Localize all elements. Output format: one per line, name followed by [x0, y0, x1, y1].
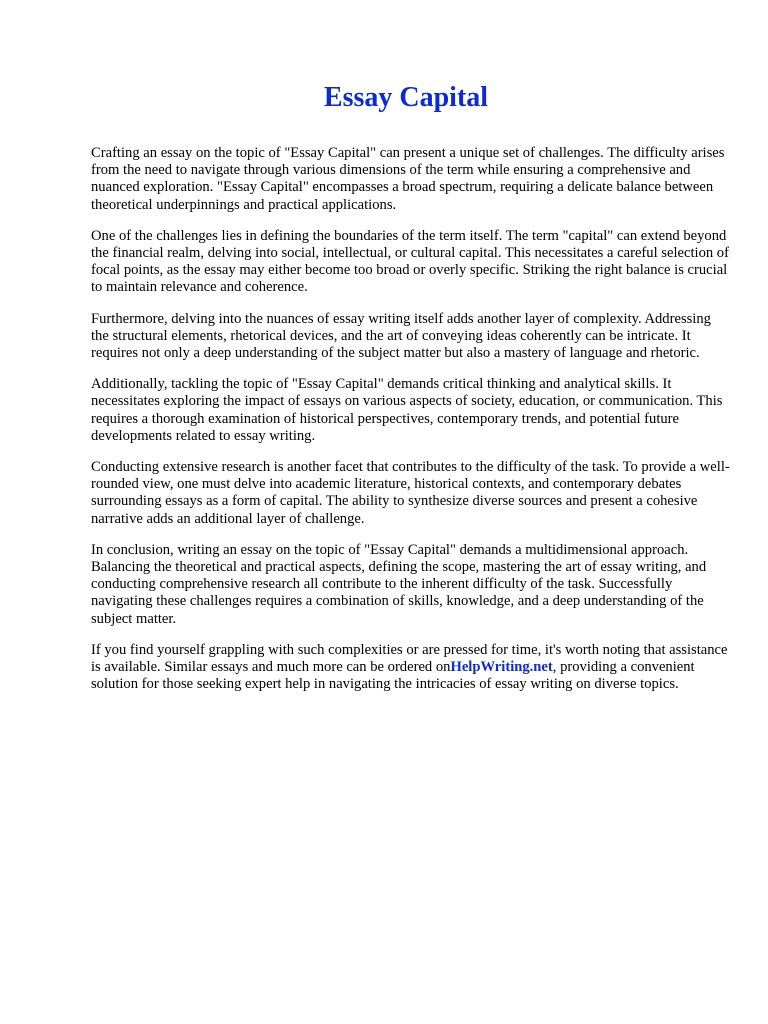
paragraph-2: One of the challenges lies in defining the boundaries of the term itself. The term "capital" can extend beyond the financial realm, delving into social, intellectual, or cultural capital. This necessitates a careful selection of focal points, as the essay may either become too broad or overly specific. Striking the right balance is crucial to maintain relevance and coherence.: [91, 227, 729, 296]
paragraph-6: In conclusion, writing an essay on the topic of "Essay Capital" demands a multidimensional approach. Balancing the theoretical and practical aspects, defining the scope, mastering the art of essay writing, and conducting comprehensive research all contribute to the inherent difficulty of the task. Successfully navigating these challenges requires a combination of skills, knowledge, and a deep understanding of the subject matter.: [91, 541, 707, 627]
paragraph-7-text-before-link: If you find yourself grappling with such complexities or are pressed for time, it's worth noting that assistance is available. Similar essays and much more can be ordered on: [91, 641, 728, 676]
paragraph-4: Additionally, tackling the topic of "Essay Capital" demands critical thinking and analytical skills. It necessitates exploring the impact of essays on various aspects of society, education, or communication. This requires a thorough examination of historical perspectives, contemporary trends, and potential future developments related to essay writing.: [91, 376, 723, 444]
document-title: Essay Capital: [323, 82, 489, 113]
paragraph-7: [91, 642, 731, 694]
paragraph-5: Conducting extensive research is another facet that contributes to the difficulty of the task. To provide a well-rounded view, one must delve into academic literature, historical contexts, and contemporary debates surrounding essays as a form of capital. The ability to synthesize diverse sources and present a cohesive narrative adds an additional layer of challenge.: [91, 459, 730, 527]
paragraph-1: Crafting an essay on the topic of "Essay Capital" can present a unique set of challenges. The difficulty arises from the need to navigate through various dimensions of the term while ensuring a comprehensive and nuanced exploration. "Essay Capital" encompasses a broad spectrum, requiring a delicate balance between theoretical underpinnings and practical applications.: [91, 145, 725, 213]
helpwriting-link[interactable]: HelpWriting.net: [450, 659, 553, 676]
paragraph-3: Furthermore, delving into the nuances of essay writing itself adds another layer of complexity. Addressing the structural elements, rhetorical devices, and the art of conveying ideas coherently can be intricate. It requires not only a deep understanding of the subject matter but also a mastery of language and rhetoric.: [91, 310, 711, 362]
document-body: [91, 145, 731, 707]
paragraph-7-text-after-link: , providing a convenient solution for those seeking expert help in navigating the intricacies of essay writing on diverse topics.: [91, 659, 695, 693]
